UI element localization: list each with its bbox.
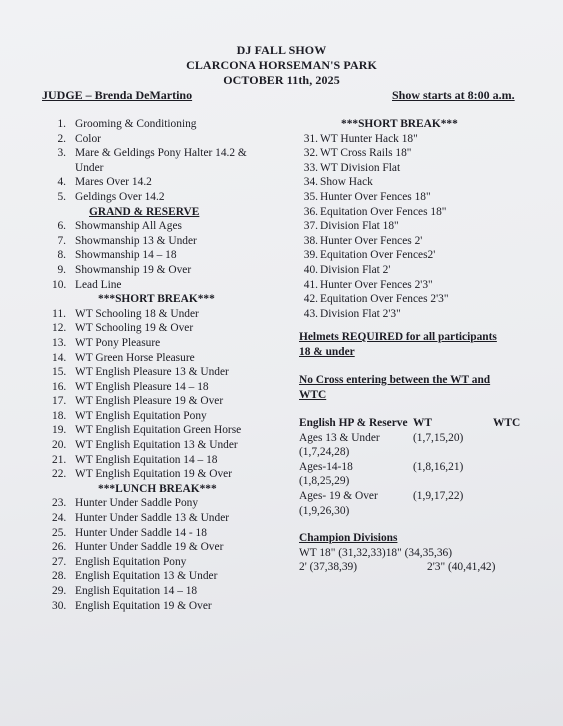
list-item: [52, 263, 247, 278]
item-text: WT English Pleasure 14 – 18: [75, 380, 209, 393]
list-item: [52, 540, 247, 555]
item-text: Mare & Geldings Pony Halter 14.2 &: [75, 147, 247, 160]
item-number: 28.: [52, 570, 67, 583]
list-item: [302, 292, 458, 307]
item-number: 42.: [303, 293, 318, 306]
item-text: WT Schooling 18 & Under: [75, 307, 199, 320]
list-item: [52, 146, 247, 161]
item-number: 2.: [57, 132, 66, 145]
item-text: ***LUNCH BREAK***: [98, 482, 217, 495]
item-text: WT English Pleasure 19 & Over: [75, 395, 224, 408]
list-item: [52, 351, 247, 366]
item-number: 8.: [57, 249, 66, 262]
item-text: Showmanship All Ages: [75, 220, 182, 233]
hp-table-row: [299, 489, 529, 504]
hp-table-row: [299, 445, 529, 460]
champion-line-2-left: 2' (37,38,39): [299, 561, 358, 574]
item-text: WT Schooling 19 & Over: [75, 322, 194, 335]
item-text: Showmanship 14 – 18: [75, 249, 177, 262]
item-number: 40.: [303, 263, 318, 276]
list-item: [52, 584, 247, 599]
champion-line-1-text: WT 18" (31,32,33)18" (34,35,36): [299, 546, 453, 559]
hp-row-classes: (1,7,15,20): [413, 431, 464, 444]
list-item: [302, 117, 458, 132]
item-text: Under: [75, 161, 104, 174]
list-item: [52, 394, 247, 409]
hp-row-classes: (1,9,17,22): [413, 489, 464, 502]
list-item: [52, 467, 247, 482]
list-item: [52, 526, 247, 541]
hp-row-label: Ages-14-18: [299, 460, 353, 473]
list-item: [52, 453, 247, 468]
item-text: WT Division Flat: [320, 161, 401, 174]
champion-line-1: [299, 546, 529, 561]
item-text: Hunter Over Fences 18": [320, 190, 431, 203]
item-text: WT Cross Rails 18": [320, 147, 412, 160]
item-text: WT English Equitation 19 & Over: [75, 468, 233, 481]
list-item: [52, 438, 247, 453]
list-item: [52, 423, 247, 438]
item-text: Hunter Over Fences 2': [320, 234, 423, 247]
venue-title: CLARCONA HORSEMAN'S PARK: [186, 58, 377, 72]
item-text: Equitation Over Fences 18": [320, 205, 447, 218]
item-number: 24.: [52, 512, 67, 525]
item-text: Hunter Over Fences 2'3": [320, 278, 433, 291]
item-number: 31.: [303, 132, 318, 145]
item-text: Show Hack: [320, 176, 373, 189]
item-number: 29.: [52, 585, 67, 597]
item-text: Lead Line: [75, 278, 122, 291]
item-number: 41.: [303, 278, 318, 291]
item-text: Grooming & Conditioning: [75, 118, 197, 130]
item-text: Hunter Under Saddle 14 - 18: [75, 526, 207, 539]
item-text: WT Green Horse Pleasure: [75, 351, 195, 364]
hp-row-label: (1,8,25,29): [299, 475, 350, 488]
list-item: [52, 161, 247, 176]
item-number: 11.: [52, 307, 66, 320]
list-item: [52, 132, 247, 147]
item-text: Color: [75, 132, 101, 145]
hp-row-label: Ages 13 & Under: [299, 431, 380, 444]
list-item: [52, 380, 247, 395]
item-text: ***SHORT BREAK***: [98, 293, 215, 306]
item-number: 4.: [57, 176, 66, 189]
item-number: 22.: [52, 468, 67, 481]
list-item: [302, 307, 458, 322]
hp-row-label: (1,9,26,30): [299, 504, 350, 517]
item-text: Mares Over 14.2: [75, 176, 152, 189]
cross-note-line2: WTC: [299, 389, 327, 401]
list-item: [302, 190, 458, 205]
item-text: Showmanship 13 & Under: [75, 234, 197, 247]
item-text: WT English Equitation Pony: [75, 409, 207, 422]
item-number: 36.: [303, 205, 318, 218]
list-item: [52, 292, 247, 307]
list-item: [52, 175, 247, 190]
item-number: 37.: [303, 220, 318, 233]
list-item: [302, 234, 458, 249]
item-text: Division Flat 2': [320, 263, 391, 276]
helmet-note-line1: Helmets REQUIRED for all participants: [299, 331, 497, 343]
hp-row-label: Ages- 19 & Over: [299, 489, 378, 502]
show-title: DJ FALL SHOW: [236, 43, 327, 57]
item-number: 10.: [52, 278, 67, 291]
item-number: 18.: [52, 409, 67, 422]
item-text: WT English Equitation 13 & Under: [75, 439, 238, 452]
item-number: 5.: [57, 190, 66, 203]
item-number: 9.: [57, 263, 66, 276]
hp-row-classes: (1,8,16,21): [413, 460, 464, 473]
item-number: 7.: [57, 234, 66, 247]
item-number: 35.: [303, 190, 318, 203]
item-number: 21.: [52, 453, 67, 466]
cross-note-line1: No Cross entering between the WT and: [299, 374, 491, 386]
item-number: 30.: [52, 599, 67, 612]
class-list-left: [52, 117, 247, 613]
item-number: 25.: [52, 526, 67, 539]
item-text: GRAND & RESERVE: [89, 205, 200, 218]
champion-line-2: [299, 560, 529, 575]
item-text: Showmanship 19 & Over: [75, 263, 192, 276]
list-item: [52, 307, 247, 322]
hp-table-header: [299, 416, 529, 431]
item-number: 6.: [57, 220, 66, 233]
item-number: 32.: [303, 147, 318, 160]
hp-header-wtc: WTC: [493, 417, 521, 429]
item-number: 26.: [52, 541, 67, 554]
item-number: 20.: [52, 439, 67, 452]
list-item: [52, 365, 247, 380]
item-number: 13.: [52, 336, 67, 349]
list-item: [52, 599, 247, 614]
list-item: [52, 278, 247, 293]
item-number: 14.: [52, 351, 67, 364]
list-item: [52, 511, 247, 526]
hp-header-wt: WT: [413, 417, 432, 429]
list-item: [52, 569, 247, 584]
item-text: WT English Pleasure 13 & Under: [75, 366, 229, 379]
item-text: ***SHORT BREAK***: [341, 118, 458, 130]
item-text: Equitation Over Fences2': [320, 249, 436, 262]
item-number: 23.: [52, 497, 67, 510]
list-item: [302, 132, 458, 147]
item-number: 1.: [57, 118, 66, 130]
class-list-right: [302, 117, 458, 321]
list-item: [52, 482, 247, 497]
hp-table-row: [299, 504, 529, 519]
judge-line: JUDGE – Brenda DeMartino: [42, 88, 193, 102]
item-number: 17.: [52, 395, 67, 408]
item-number: 34.: [303, 176, 318, 189]
list-item: [52, 336, 247, 351]
list-item: [52, 234, 247, 249]
item-number: 33.: [303, 161, 318, 174]
item-number: 12.: [52, 322, 67, 335]
item-text: Division Flat 2'3": [320, 307, 401, 320]
hp-reserve-table: [299, 416, 529, 518]
list-item: [52, 117, 247, 132]
item-text: Hunter Under Saddle 13 & Under: [75, 512, 230, 525]
start-time: Show starts at 8:00 a.m.: [392, 88, 515, 102]
list-item: [302, 219, 458, 234]
list-item: [302, 278, 458, 293]
item-text: English Equitation 14 – 18: [75, 585, 198, 597]
list-item: [52, 555, 247, 570]
item-text: Hunter Under Saddle Pony: [75, 497, 199, 510]
list-item: [52, 219, 247, 234]
item-number: 43.: [303, 307, 318, 320]
hp-row-label: (1,7,24,28): [299, 446, 350, 459]
list-item: [52, 190, 247, 205]
item-number: 27.: [52, 555, 67, 568]
item-text: English Equitation 19 & Over: [75, 599, 212, 612]
list-item: [52, 205, 247, 220]
item-text: WT English Equitation Green Horse: [75, 424, 242, 437]
item-number: 19.: [52, 424, 67, 437]
hp-header-label: English HP & Reserve: [299, 417, 408, 429]
list-item: [302, 263, 458, 278]
champion-divisions: [299, 531, 529, 575]
item-text: WT English Equitation 14 – 18: [75, 453, 218, 466]
item-number: 15.: [52, 366, 67, 379]
list-item: [52, 248, 247, 263]
item-number: 39.: [303, 249, 318, 262]
item-text: WT Hunter Hack 18": [320, 132, 418, 145]
hp-table-row: [299, 460, 529, 475]
item-text: Hunter Under Saddle 19 & Over: [75, 541, 224, 554]
list-item: [52, 409, 247, 424]
item-text: English Equitation 13 & Under: [75, 570, 218, 583]
champion-line-2-right: 2'3" (40,41,42): [427, 561, 496, 574]
item-text: Equitation Over Fences 2'3": [320, 293, 449, 306]
item-text: WT Pony Pleasure: [75, 336, 161, 349]
list-item: [302, 175, 458, 190]
list-item: [302, 161, 458, 176]
list-item: [302, 248, 458, 263]
list-item: [52, 496, 247, 511]
list-item: [52, 321, 247, 336]
hp-table-row: [299, 474, 529, 489]
item-text: Geldings Over 14.2: [75, 190, 165, 203]
item-text: Division Flat 18": [320, 220, 399, 233]
item-number: 16.: [52, 380, 67, 393]
hp-table-row: [299, 431, 529, 446]
list-item: [302, 205, 458, 220]
list-item: [302, 146, 458, 161]
helmet-note-line2: 18 & under: [299, 346, 355, 358]
item-number: 38.: [303, 234, 318, 247]
item-text: English Equitation Pony: [75, 555, 187, 568]
item-number: 3.: [57, 147, 66, 160]
champion-title: Champion Divisions: [299, 532, 398, 544]
show-date: OCTOBER 11th, 2025: [223, 73, 340, 87]
